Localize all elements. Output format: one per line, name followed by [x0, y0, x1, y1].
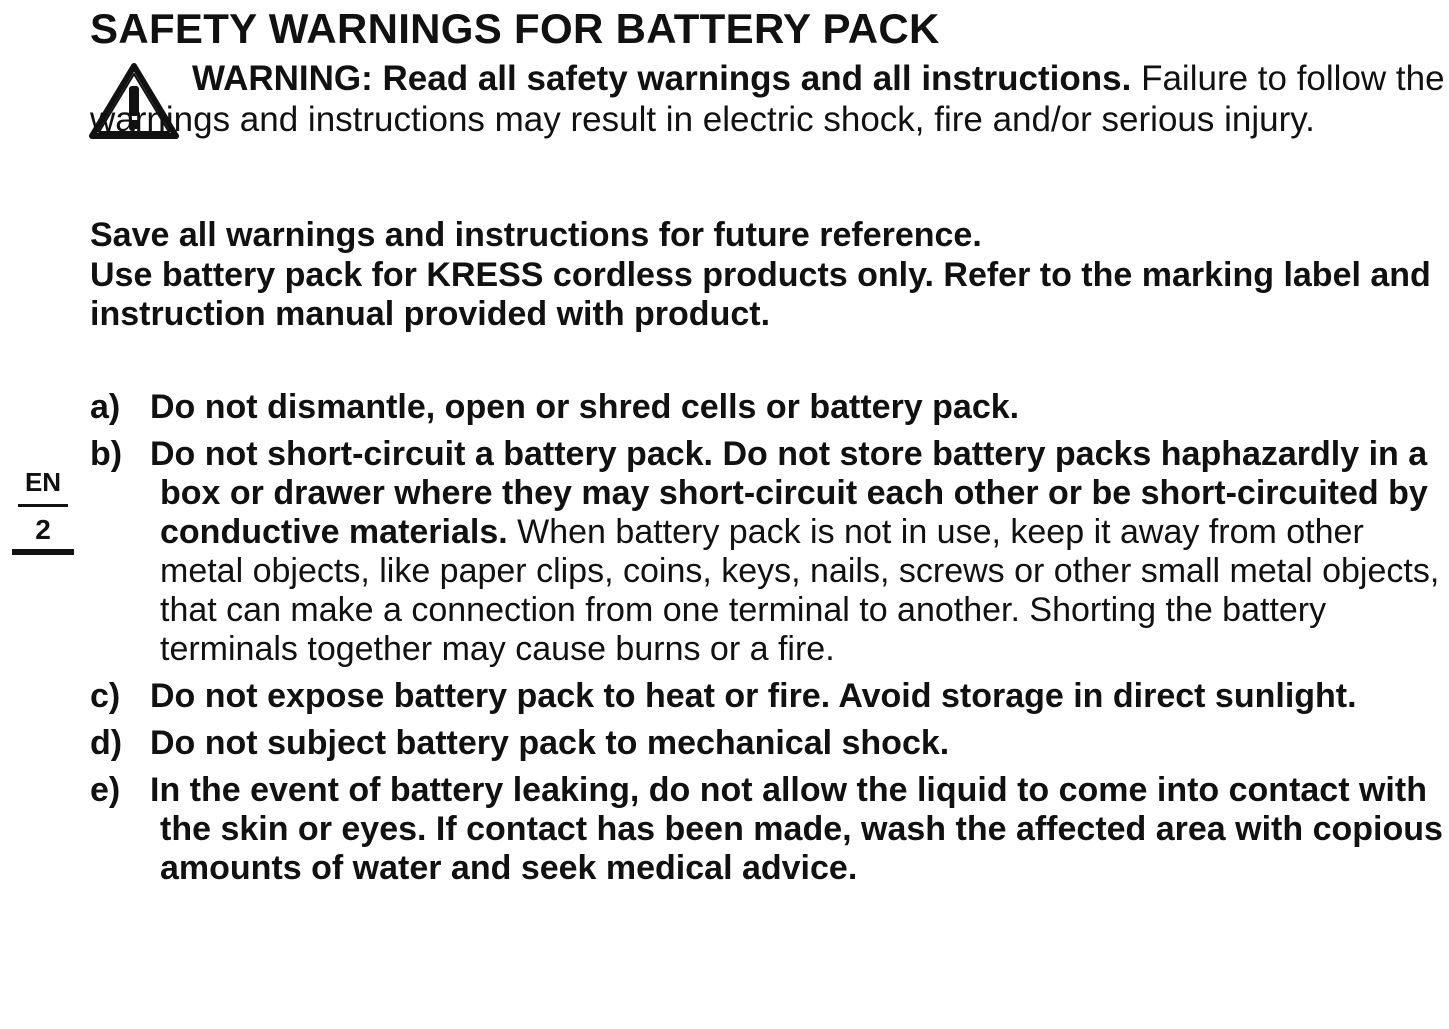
warning-paragraph	[90, 58, 1445, 140]
warning-list	[90, 388, 1445, 896]
item-bold-text: Do not dismantle, open or shred cells or battery pack.	[150, 388, 1020, 426]
language-code: EN	[24, 467, 62, 497]
language-page-tab	[12, 464, 74, 555]
item-bold-text: In the event of battery leaking, do not allow the liquid to come into contact with the skin or eyes. If contact has been made, wash the affected area with copious amounts of water and seek medical advice.	[150, 771, 1443, 887]
list-marker: a)	[90, 388, 121, 426]
item-bold-text: Do not short-circuit a battery pack. Do not store battery packs haphazardly in a box or drawer where they may short-circuit each other or be short-circuited by conductive materials.	[150, 435, 1428, 551]
list-item	[90, 388, 1445, 427]
notice-save: Save all warnings and instructions for future reference.	[90, 216, 982, 254]
tab-divider	[18, 504, 68, 507]
page-number: 2	[35, 514, 51, 545]
list-marker: d)	[90, 724, 123, 762]
list-item	[90, 435, 1445, 669]
list-item	[90, 724, 1445, 763]
list-item	[90, 771, 1445, 888]
item-bold-text: Do not subject battery pack to mechanical shock.	[150, 724, 950, 762]
tab-underline	[12, 549, 74, 555]
warning-body: Failure to follow the warnings and instructions may result in electric shock, fire and/or serious injury.	[90, 59, 1445, 139]
list-marker: c)	[90, 677, 121, 715]
notice-use: Use battery pack for KRESS cordless products only. Refer to the marking label and instruction manual provided with product.	[90, 255, 1431, 333]
list-item	[90, 677, 1445, 716]
notice-block	[90, 216, 1445, 335]
list-marker: b)	[90, 435, 123, 473]
item-bold-text: Do not expose battery pack to heat or fire. Avoid storage in direct sunlight.	[150, 677, 1357, 715]
list-marker: e)	[90, 771, 121, 809]
page-title: SAFETY WARNINGS FOR BATTERY PACK	[90, 5, 940, 52]
warning-lead: WARNING: Read all safety warnings and all instructions.	[192, 59, 1132, 98]
item-body-text: When battery pack is not in use, keep it away from other metal objects, like paper clips, coins, keys, nails, screws or other small metal objects, that can make a connection from one terminal to another. Shorting the battery terminals together may cause burns or a fire.	[160, 513, 1440, 668]
